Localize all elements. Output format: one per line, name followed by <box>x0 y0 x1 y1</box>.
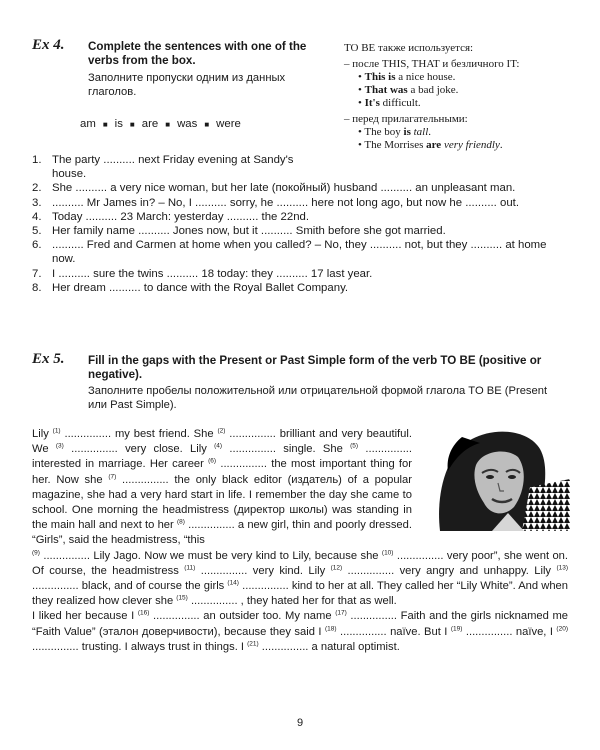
story-text: ............... naïve. But I <box>336 625 451 638</box>
story-text: ............... very poor”, she went on. Of course, the headmistress <box>32 549 568 577</box>
list-item: 8. Her dream .......... to dance with the Royal Ballet Company. <box>32 281 349 294</box>
word-were: were <box>216 118 241 130</box>
note-examples-1 <box>344 71 574 110</box>
gap-number: (18) <box>324 624 337 632</box>
word-am: am <box>80 118 96 130</box>
story-text: ............... an outsider too. My name <box>149 610 336 623</box>
story-text: ............... single. She <box>222 443 351 456</box>
gap-number: (5) <box>350 442 359 450</box>
list-item: 4. Today .......... 23 March: yesterday .......... the 22nd. <box>32 210 310 223</box>
gap-number: (17) <box>335 609 347 617</box>
story-text: ............... trusting. I always trust in things. I <box>32 640 248 653</box>
bullet-icon: ■ <box>165 119 171 129</box>
ex4-list <box>32 153 562 295</box>
list-item: 1. The party .......... next Friday evening at Sandy's house. <box>32 154 294 181</box>
gap-number: (1) <box>52 427 61 435</box>
story-text: Lily <box>32 428 53 440</box>
story-paragraph <box>32 549 568 655</box>
list-item: 7. I .......... sure the twins .......... 18 today: they .......... 17 last year. <box>32 267 373 280</box>
word-box <box>80 118 241 130</box>
story-text: ............... very close. Lily <box>63 443 215 456</box>
note-example: • This is a nice house. <box>358 71 456 83</box>
ex5-subtitle: Заполните пробелы положительной или отрицательной формой глагола TO BE (Present или Past Simple). <box>88 385 548 411</box>
gap-number: (15) <box>176 594 188 602</box>
ex4-label: Ex 4. <box>32 37 65 53</box>
gap-number: (11) <box>184 564 196 572</box>
note-line-1: – после THIS, THAT и безличного IT: <box>344 58 520 70</box>
bullet-icon: ■ <box>129 119 135 129</box>
story-text: ............... interested in marriage. Her career <box>32 443 413 471</box>
gap-number: (4) <box>214 442 223 450</box>
gap-number: (10) <box>381 548 394 556</box>
note-example: • The Morrises are very friendly. <box>358 139 503 151</box>
list-item: 6. .......... Fred and Carmen at home when you called? – No, they .......... not, but they .......... at home now. <box>32 239 547 266</box>
grammar-note <box>344 42 574 152</box>
word-was: was <box>177 118 198 130</box>
story-text: ............... naïve, I <box>462 625 557 638</box>
word-is: is <box>114 118 123 130</box>
story-text: ............... very kind. Lily <box>195 564 331 577</box>
bullet-icon: ■ <box>204 119 210 129</box>
story-text: ............... a natural optimist. <box>258 640 400 653</box>
story-text: ............... Lily Jago. Now we must be very kind to Lily, because she <box>39 549 382 562</box>
page-number: 9 <box>296 717 304 729</box>
note-line-2: – перед прилагательными: <box>344 113 468 125</box>
list-item: 2. She .......... a very nice woman, but her late (покойный) husband .......... an unpleasant man. <box>32 182 516 195</box>
word-are: are <box>141 118 159 130</box>
gap-number: (13) <box>556 564 568 572</box>
story-text: ............... Faith and the girls nicknamed me “Faith Value” (эталон доверчивости), because they said I <box>32 610 569 638</box>
list-item: 3. .......... Mr James in? – No, I .......... sorry, he .......... here not long ago, but now he .......... out. <box>32 196 520 209</box>
gap-number: (8) <box>176 518 185 526</box>
story-text: ............... very angry and unhappy. Lily <box>342 564 557 577</box>
story-text: ............... my best friend. She <box>60 428 218 440</box>
note-examples-2 <box>344 126 574 152</box>
note-example: • That was a bad joke. <box>358 84 459 96</box>
bullet-icon: ■ <box>102 119 108 129</box>
story-text: ............... a new girl, thin and poorly dressed. “Girls”, said the headmistress, “this <box>32 519 412 547</box>
gap-number: (6) <box>208 457 217 465</box>
ex5-label: Ex 5. <box>32 351 65 367</box>
gap-number: (19) <box>450 624 463 632</box>
ex5-story <box>32 427 568 655</box>
list-item: 5. Her family name .......... Jones now, but it .......... Smith before she got married. <box>32 225 446 238</box>
gap-number: (21) <box>247 640 259 648</box>
ex5-title: Fill in the gaps with the Present or Past Simple form of the verb TO BE (positive or negative). <box>88 354 542 381</box>
gap-number: (3) <box>55 442 64 450</box>
gap-number: (16) <box>137 609 150 617</box>
story-text: I liked her because I <box>32 610 138 623</box>
story-text: ............... kind to her at all. They called her “Lily White”. And when they realized how clever she <box>32 580 568 608</box>
gap-number: (7) <box>108 472 117 480</box>
gap-number: (12) <box>330 564 343 572</box>
story-text: ............... brilliant and very beautiful. We <box>32 428 412 456</box>
story-paragraph <box>32 427 412 549</box>
story-text: ............... black, and of course the girls <box>32 580 228 593</box>
gap-number: (14) <box>227 579 239 587</box>
note-heading: TO BE также используется: <box>344 42 474 54</box>
gap-number: (20) <box>556 624 568 632</box>
ex4-title: Complete the sentences with one of the verbs from the box. <box>88 40 307 67</box>
gap-number: (2) <box>217 427 226 435</box>
ex4-subtitle: Заполните пропуски одним из данных глаголов. <box>88 72 286 98</box>
note-example: • It's difficult. <box>358 97 421 109</box>
story-text: ............... the only black editor (издатель) of a popular magazine, she had a very hard start in life. I remember the day she came to school. One morning the headmistress (директор школы) was standing in the main hall and next to her <box>32 473 412 532</box>
gap-number: (9) <box>32 548 40 556</box>
story-text: ............... , they hated her for that as well. <box>187 595 397 608</box>
story-text: ............... the most important thing for her. Now she <box>32 458 412 486</box>
note-example: • The boy is tall. <box>358 126 432 138</box>
